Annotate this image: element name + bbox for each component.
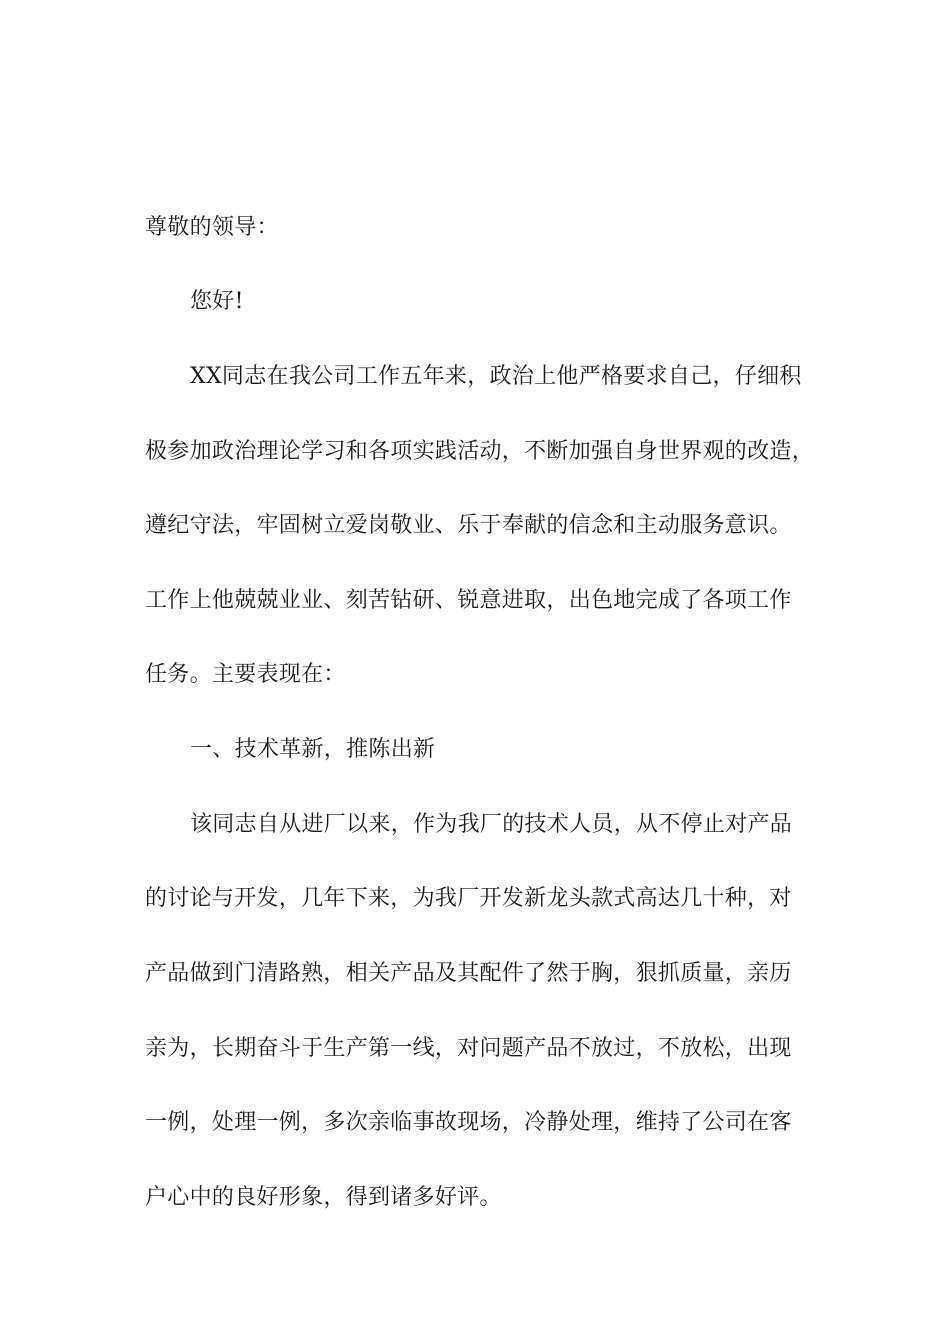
section-line-4: 亲为，长期奋斗于生产第一线，对问题产品不放过，不放松，出现	[145, 1036, 792, 1061]
section-line-5: 一例，处理一例，多次亲临事故现场，冷静处理，维持了公司在客	[145, 1110, 792, 1135]
greeting: 您好!	[190, 289, 244, 314]
intro-line-5: 任务。主要表现在：	[145, 662, 346, 687]
intro-line-3: 遵纪守法，牢固树立爱岗敬业、乐于奉献的信念和主动服务意识。	[145, 513, 792, 538]
intro-line-1: XX同志在我公司工作五年来，政治上他严格要求自己，仔细积	[190, 364, 802, 389]
section-line-1: 该同志自从进厂以来，作为我厂的技术人员，从不停止对产品	[190, 812, 793, 837]
section-heading: 一、技术革新，推陈出新	[190, 737, 436, 762]
intro-line-2: 极参加政治理论学习和各项实践活动，不断加强自身世界观的改造，	[145, 439, 815, 464]
section-line-2: 的讨论与开发，几年下来，为我厂开发新龙头款式高达几十种，对	[145, 886, 792, 911]
section-line-6: 户心中的良好形象，得到诸多好评。	[145, 1185, 502, 1210]
intro-line-4: 工作上他兢兢业业、刻苦钻研、锐意进取，出色地完成了各项工作	[145, 588, 792, 613]
section-line-3: 产品做到门清路熟，相关产品及其配件了然于胸，狠抓质量，亲历	[145, 961, 792, 986]
salutation: 尊敬的领导：	[145, 215, 279, 240]
